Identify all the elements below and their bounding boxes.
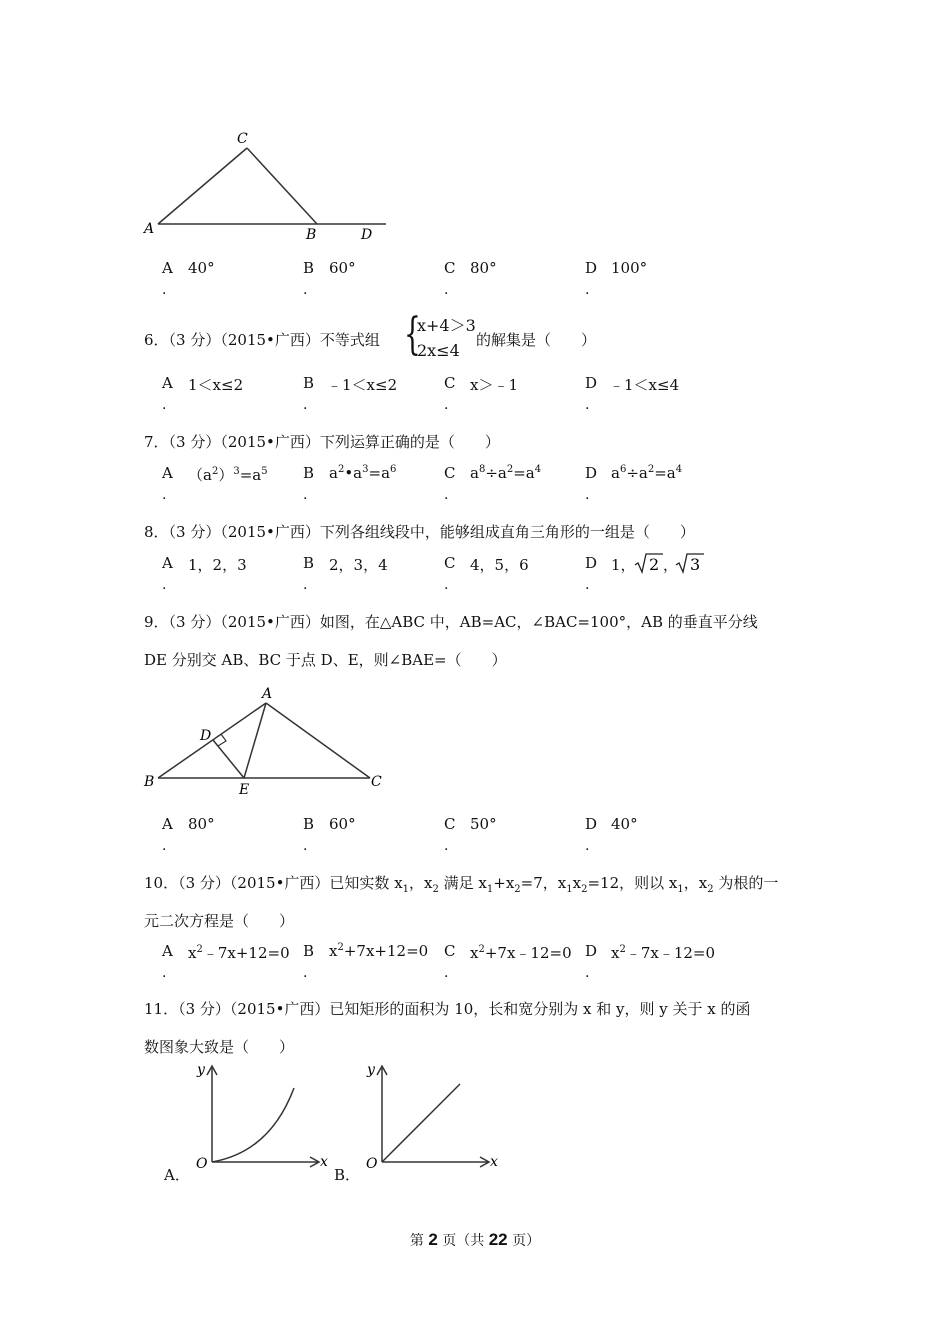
page-footer (0, 1230, 950, 1250)
q9-option-a-text: 80° (188, 815, 215, 833)
q10-option-b-key: B (303, 942, 315, 960)
q7-stem: 7．（3 分）（2015•广西）下列运算正确的是（ ） (144, 433, 500, 451)
q9-option-a-dot: . (162, 838, 167, 854)
q5-option-c-dot: . (444, 282, 449, 298)
q8-option-c-dot: . (444, 577, 449, 593)
q5-label-b: B (306, 227, 317, 243)
q8-option-d-key: D (585, 554, 598, 572)
q5-option-c-key: C (444, 259, 456, 277)
q9-option-d-key: D (585, 815, 598, 833)
q6-option-b-key: B (303, 374, 315, 392)
q11-choice-a-label: A． (164, 1166, 190, 1184)
q6-option-d-key: D (585, 374, 598, 392)
q8-sqrt2-icon (634, 551, 664, 575)
q10-option-a-key: A (162, 942, 173, 960)
q6-system-line2: 2x≤4 (417, 341, 460, 360)
q10-stem-line2: 元二次方程是（ ） (144, 912, 295, 930)
q6-option-b-text: ﹣1＜x≤2 (327, 376, 398, 394)
q11-graph-b-line (382, 1084, 460, 1162)
q6-stem-prefix: 6．（3 分）（2015•广西）不等式组 (144, 331, 380, 349)
q9-stem-line1: 9．（3 分）（2015•广西）如图，在△ABC 中，AB=AC，∠BAC=100°，AB 的垂直平分线 (144, 613, 758, 631)
q11-graph-b (360, 1060, 500, 1175)
q9-label-a: A (262, 686, 273, 702)
q7-option-b-key: B (303, 464, 315, 482)
q6-option-c-text: x＞﹣1 (470, 376, 519, 394)
q9-option-c-text: 50° (470, 815, 497, 833)
q11-graph-b-label-x: x (490, 1154, 498, 1170)
q11-graph-a-label-x: x (320, 1154, 328, 1170)
q8-option-c-key: C (444, 554, 456, 572)
footer-page-number: 2 (428, 1230, 438, 1249)
q6-option-a-key: A (162, 374, 173, 392)
q10-option-b-dot: . (303, 965, 308, 981)
q7-option-d-key: D (585, 464, 598, 482)
q8-option-a-text: 1，2，3 (188, 556, 247, 574)
q10-option-b-expr: $x^2+7x+12=0$ (329, 942, 429, 960)
footer-post: 页） (507, 1233, 541, 1249)
footer-mid: 页（共 (437, 1233, 489, 1249)
q8-sqrt3-radicand: 3 (690, 555, 701, 574)
q5-option-a-dot: . (162, 282, 167, 298)
q6-option-a-dot: . (162, 397, 167, 413)
q8-option-d-text: 1， (611, 556, 636, 574)
q6-option-c-key: C (444, 374, 456, 392)
q11-graph-a (190, 1060, 330, 1175)
q8-option-d-dot: . (585, 577, 590, 593)
q8-option-b-key: B (303, 554, 315, 572)
q8-option-d-sep: ， (663, 556, 679, 574)
q10-option-d-expr: $x^2﹣7x﹣12=0$ (611, 944, 716, 962)
q6-option-b-dot: . (303, 397, 308, 413)
q10-option-c-key: C (444, 942, 456, 960)
q6-stem-suffix: 的解集是（ ） (476, 331, 597, 349)
q9-option-b-key: B (303, 815, 315, 833)
q10-option-d-key: D (585, 942, 598, 960)
q9-label-c: C (371, 774, 382, 790)
q8-sqrt3-icon (675, 551, 705, 575)
q10-option-a-dot: . (162, 965, 167, 981)
q11-graph-a-label-y: y (197, 1062, 205, 1078)
footer-pre: 第 (409, 1233, 429, 1249)
q5-option-d-text: 100° (611, 259, 648, 277)
q10-option-a-expr: $x^2﹣7x+12=0$ (188, 944, 290, 962)
q6-system-line1: x+4＞3 (417, 316, 476, 335)
q9-figure (140, 682, 400, 800)
q5-figure (140, 128, 400, 243)
q5-option-b-key: B (303, 259, 315, 277)
q9-line-ae (244, 703, 266, 778)
q5-option-d-dot: . (585, 282, 590, 298)
q9-label-e: E (239, 782, 250, 798)
q5-label-d: D (361, 227, 373, 243)
q6-option-d-dot: . (585, 397, 590, 413)
q8-option-b-dot: . (303, 577, 308, 593)
q5-option-d-key: D (585, 259, 598, 277)
q10-option-d-dot: . (585, 965, 590, 981)
q9-label-d: D (200, 728, 212, 744)
q7-option-c-expr: $a^8\div a^2=a^4$ (470, 464, 542, 482)
q11-graph-b-label-y: y (367, 1062, 375, 1078)
q9-label-b: B (144, 774, 155, 790)
q7-option-a-expr: $(a^2)^3=a^5$ (188, 466, 268, 484)
q8-option-a-key: A (162, 554, 173, 572)
q7-option-a-key: A (162, 464, 173, 482)
q10-stem-line1: 10．（3 分）（2015•广西）已知实数 $x_1$，$x_2$ 满足 $x_1+x_2=7$，$x_1x_2=12$，则以 $x_1$，$x_2$ 为根的一 (144, 874, 779, 895)
q8-stem: 8．（3 分）（2015•广西）下列各组线段中，能够组成直角三角形的一组是（ ） (144, 523, 695, 541)
q11-choice-b-label: B． (334, 1166, 361, 1184)
q6-system-brace: { (404, 309, 421, 360)
q5-line-cb (247, 148, 317, 224)
q7-option-d-expr: $a^6\div a^2=a^4$ (611, 464, 683, 482)
q7-option-c-key: C (444, 464, 456, 482)
q9-option-c-key: C (444, 815, 456, 833)
q9-line-de (213, 740, 244, 778)
q11-graph-b-label-o: O (366, 1156, 378, 1172)
q9-option-c-dot: . (444, 838, 449, 854)
q5-option-a-text: 40° (188, 259, 215, 277)
q8-option-b-text: 2，3，4 (329, 556, 388, 574)
q7-option-b-dot: . (303, 487, 308, 503)
q8-option-a-dot: . (162, 577, 167, 593)
q5-option-a-key: A (162, 259, 173, 277)
q5-option-b-text: 60° (329, 259, 356, 277)
footer-total-pages: 22 (488, 1230, 508, 1249)
q7-option-d-dot: . (585, 487, 590, 503)
q8-sqrt2-radicand: 2 (649, 555, 660, 574)
q11-stem-line1: 11．（3 分）（2015•广西）已知矩形的面积为 10，长和宽分别为 x 和 y，则 y 关于 x 的函 (144, 1000, 751, 1018)
q9-option-a-key: A (162, 815, 173, 833)
q9-option-b-text: 60° (329, 815, 356, 833)
q5-option-b-dot: . (303, 282, 308, 298)
q11-graph-a-curve (212, 1088, 294, 1162)
q8-option-c-text: 4，5，6 (470, 556, 529, 574)
q7-option-a-dot: . (162, 487, 167, 503)
q5-line-ac (158, 148, 247, 224)
q9-line-ba (158, 703, 266, 778)
q10-option-c-expr: $x^2+7x﹣12=0$ (470, 944, 572, 962)
q9-option-d-text: 40° (611, 815, 638, 833)
q5-option-c-text: 80° (470, 259, 497, 277)
q10-option-c-dot: . (444, 965, 449, 981)
q11-stem-line2: 数图象大致是（ ） (144, 1038, 295, 1056)
q11-graph-a-label-o: O (196, 1156, 208, 1172)
q5-label-c: C (237, 131, 248, 147)
q9-option-b-dot: . (303, 838, 308, 854)
q6-option-d-text: ﹣1＜x≤4 (609, 376, 680, 394)
q9-option-d-dot: . (585, 838, 590, 854)
q7-option-b-expr: $a^2•a^3=a^6$ (329, 464, 397, 482)
q7-option-c-dot: . (444, 487, 449, 503)
q5-label-a: A (144, 221, 155, 237)
q9-stem-line2: DE 分别交 AB、BC 于点 D、E，则∠BAE=（ ） (144, 651, 507, 669)
q9-line-ac (266, 703, 370, 778)
q6-option-c-dot: . (444, 397, 449, 413)
q6-option-a-text: 1＜x≤2 (188, 376, 244, 394)
